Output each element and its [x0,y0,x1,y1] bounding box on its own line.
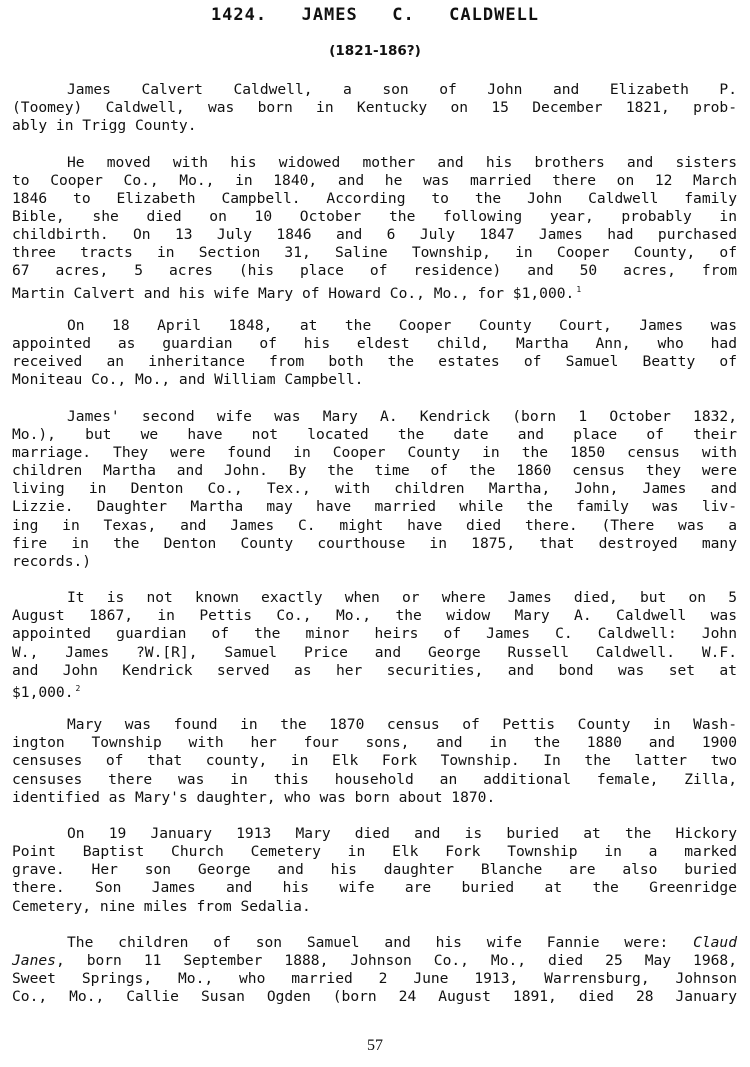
text-line [12,353,737,371]
person-name: Claud [693,933,737,951]
text-line-content: Point Baptist Church Cemetery in Elk Fork Township in a marked [12,843,737,861]
text-line [12,970,737,988]
text-line-content: Moniteau Co., Mo., and William Campbell. [12,371,364,389]
text-line [12,952,737,970]
text-line-content: Mary was found in the 1870 census of Pettis County in Wash- [67,716,737,734]
text-line [12,81,737,99]
text-line [12,771,737,789]
text-line-content: ing in Texas, and James C. might have died there. (There was a [12,516,737,534]
paragraph [12,408,737,571]
text-line [12,408,737,426]
text-line-content: James Calvert Caldwell, a son of John and Elizabeth P. [67,81,737,98]
text-line-content: appointed as guardian of his eldest child, Martha Ann, who had [12,335,737,353]
text-line [12,517,737,535]
text-line [12,498,737,516]
text-line [12,625,737,643]
text-line-content: 1846 to Elizabeth Campbell. According to the John Caldwell family [12,189,737,207]
text-line-content: and John Kendrick served as her securities, and bond was set at [12,661,737,679]
text-line [12,553,737,571]
text-line [12,843,737,861]
text-line-content: James' second wife was Mary A. Kendrick (born 1 October 1832, [67,407,737,425]
text-line [12,662,737,680]
text-line-content: On 19 January 1913 Mary died and is buried at the Hickory [67,825,737,843]
text-line [12,462,737,480]
text-line [12,226,737,244]
text-line [12,444,737,462]
text-line-content: Co., Mo., Callie Susan Ogden (born 24 August 1891, died 28 January [12,988,737,1006]
entry-dates: (1821-186?) [329,43,421,59]
text-line [12,208,737,226]
text-line [12,480,737,498]
text-line-content: censuses of that county, in Elk Fork Township. In the latter two [12,752,737,770]
text-line [12,262,737,280]
text-line-content: there. Son James and his wife are buried at the Greenridge [12,879,737,897]
paragraph [12,153,737,302]
paragraph [12,317,737,390]
text-line-content: marriage. They were found in Cooper County in the 1850 census with [12,443,737,461]
text-line-content: to Cooper Co., Mo., in 1840, and he was married there on 12 March [12,171,737,189]
text-line-content: living in Denton Co., Tex., with children Martha, John, James and [12,480,737,498]
text-line [12,589,737,607]
page-number: 57 [367,1037,383,1054]
text-line-content: Bible, she died on 10 October the following year, probably in [12,208,737,226]
text-line-content: records.) [12,552,92,570]
text-line-content: He moved with his widowed mother and his brothers and sisters [67,153,737,171]
text-line [12,535,737,553]
entry-title: 1424. JAMES C. CALDWELL [210,5,540,25]
text-line-content: Lizzie. Daughter Martha may have married while the family was liv- [12,498,737,516]
text-line-content: The children of son Samuel and his wife Fannie were: Claud [67,933,737,951]
text-line [12,317,737,335]
text-line-content: Janes, born 11 September 1888, Johnson Co., Mo., died 25 May 1968, [12,952,737,970]
text-line-content: Cemetery, nine miles from Sedalia. [12,897,311,915]
text-line-content: (Toomey) Caldwell, was born in Kentucky on 15 December 1821, prob- [12,99,737,117]
text-line [12,154,737,172]
text-line [12,988,737,1006]
text-line-content: 67 acres, 5 acres (his place of residence) and 50 acres, from [12,262,737,280]
text-line [12,680,737,701]
text-line-content: W., James ?W.[R], Samuel Price and George Russell Caldwell. W.F. [12,643,737,661]
text-line-content: childbirth. On 13 July 1846 and 6 July 1847 James had purchased [12,226,737,244]
text-line [12,281,737,302]
text-line [12,99,737,117]
paragraph [12,589,737,701]
text-line-content: August 1867, in Pettis Co., Mo., the widow Mary A. Caldwell was [12,607,737,625]
paragraph [12,825,737,916]
text-line [12,607,737,625]
text-line [12,825,737,843]
text-line-content: received an inheritance from both the estates of Samuel Beatty of [12,353,737,371]
paragraph [12,81,737,135]
text-line-content: appointed guardian of the minor heirs of James C. Caldwell: John [12,625,737,643]
text-line [12,371,737,389]
text-line-content: grave. Her son George and his daughter Blanche are also buried [12,861,737,879]
text-line [12,190,737,208]
text-line-content: ably in Trigg County. [12,117,197,135]
person-name: Janes [12,952,56,970]
text-line [12,861,737,879]
text-line-content: On 18 April 1848, at the Cooper County Court, James was [67,316,737,334]
text-line [12,752,737,770]
text-line [12,898,737,916]
paragraph [12,934,737,1007]
text-line-content: Sweet Springs, Mo., who married 2 June 1913, Warrensburg, Johnson [12,970,737,988]
text-line-content: censuses there was in this household an additional female, Zilla, [12,770,737,788]
text-line-content: children Martha and John. By the time of the 1860 census they were [12,462,737,480]
footnote-marker: 2 [75,683,81,693]
text-line-content: three tracts in Section 31, Saline Township, in Cooper County, of [12,244,737,262]
text-line-content: fire in the Denton County courthouse in 1875, that destroyed many [12,534,737,552]
text-line [12,117,737,135]
text-line-content: Martin Calvert and his wife Mary of Howard Co., Mo., for $1,000. [12,284,575,302]
text-line [12,244,737,262]
text-line [12,789,737,807]
text-line-content: It is not known exactly when or where James died, but on 5 [67,589,737,607]
text-line [12,335,737,353]
document-body [12,81,737,1025]
text-line [12,734,737,752]
text-line [12,716,737,734]
text-line-content: identified as Mary's daughter, who was born about 1870. [12,788,496,806]
footnote-marker: 1 [576,284,582,294]
text-line-content: ington Township with her four sons, and in the 1880 and 1900 [12,734,737,752]
text-line-content: $1,000. [12,683,74,701]
text-line [12,426,737,444]
text-line [12,644,737,662]
text-line [12,172,737,190]
text-line [12,934,737,952]
text-line-content: Mo.), but we have not located the date and place of their [12,425,737,443]
paragraph [12,716,737,807]
text-line [12,879,737,897]
